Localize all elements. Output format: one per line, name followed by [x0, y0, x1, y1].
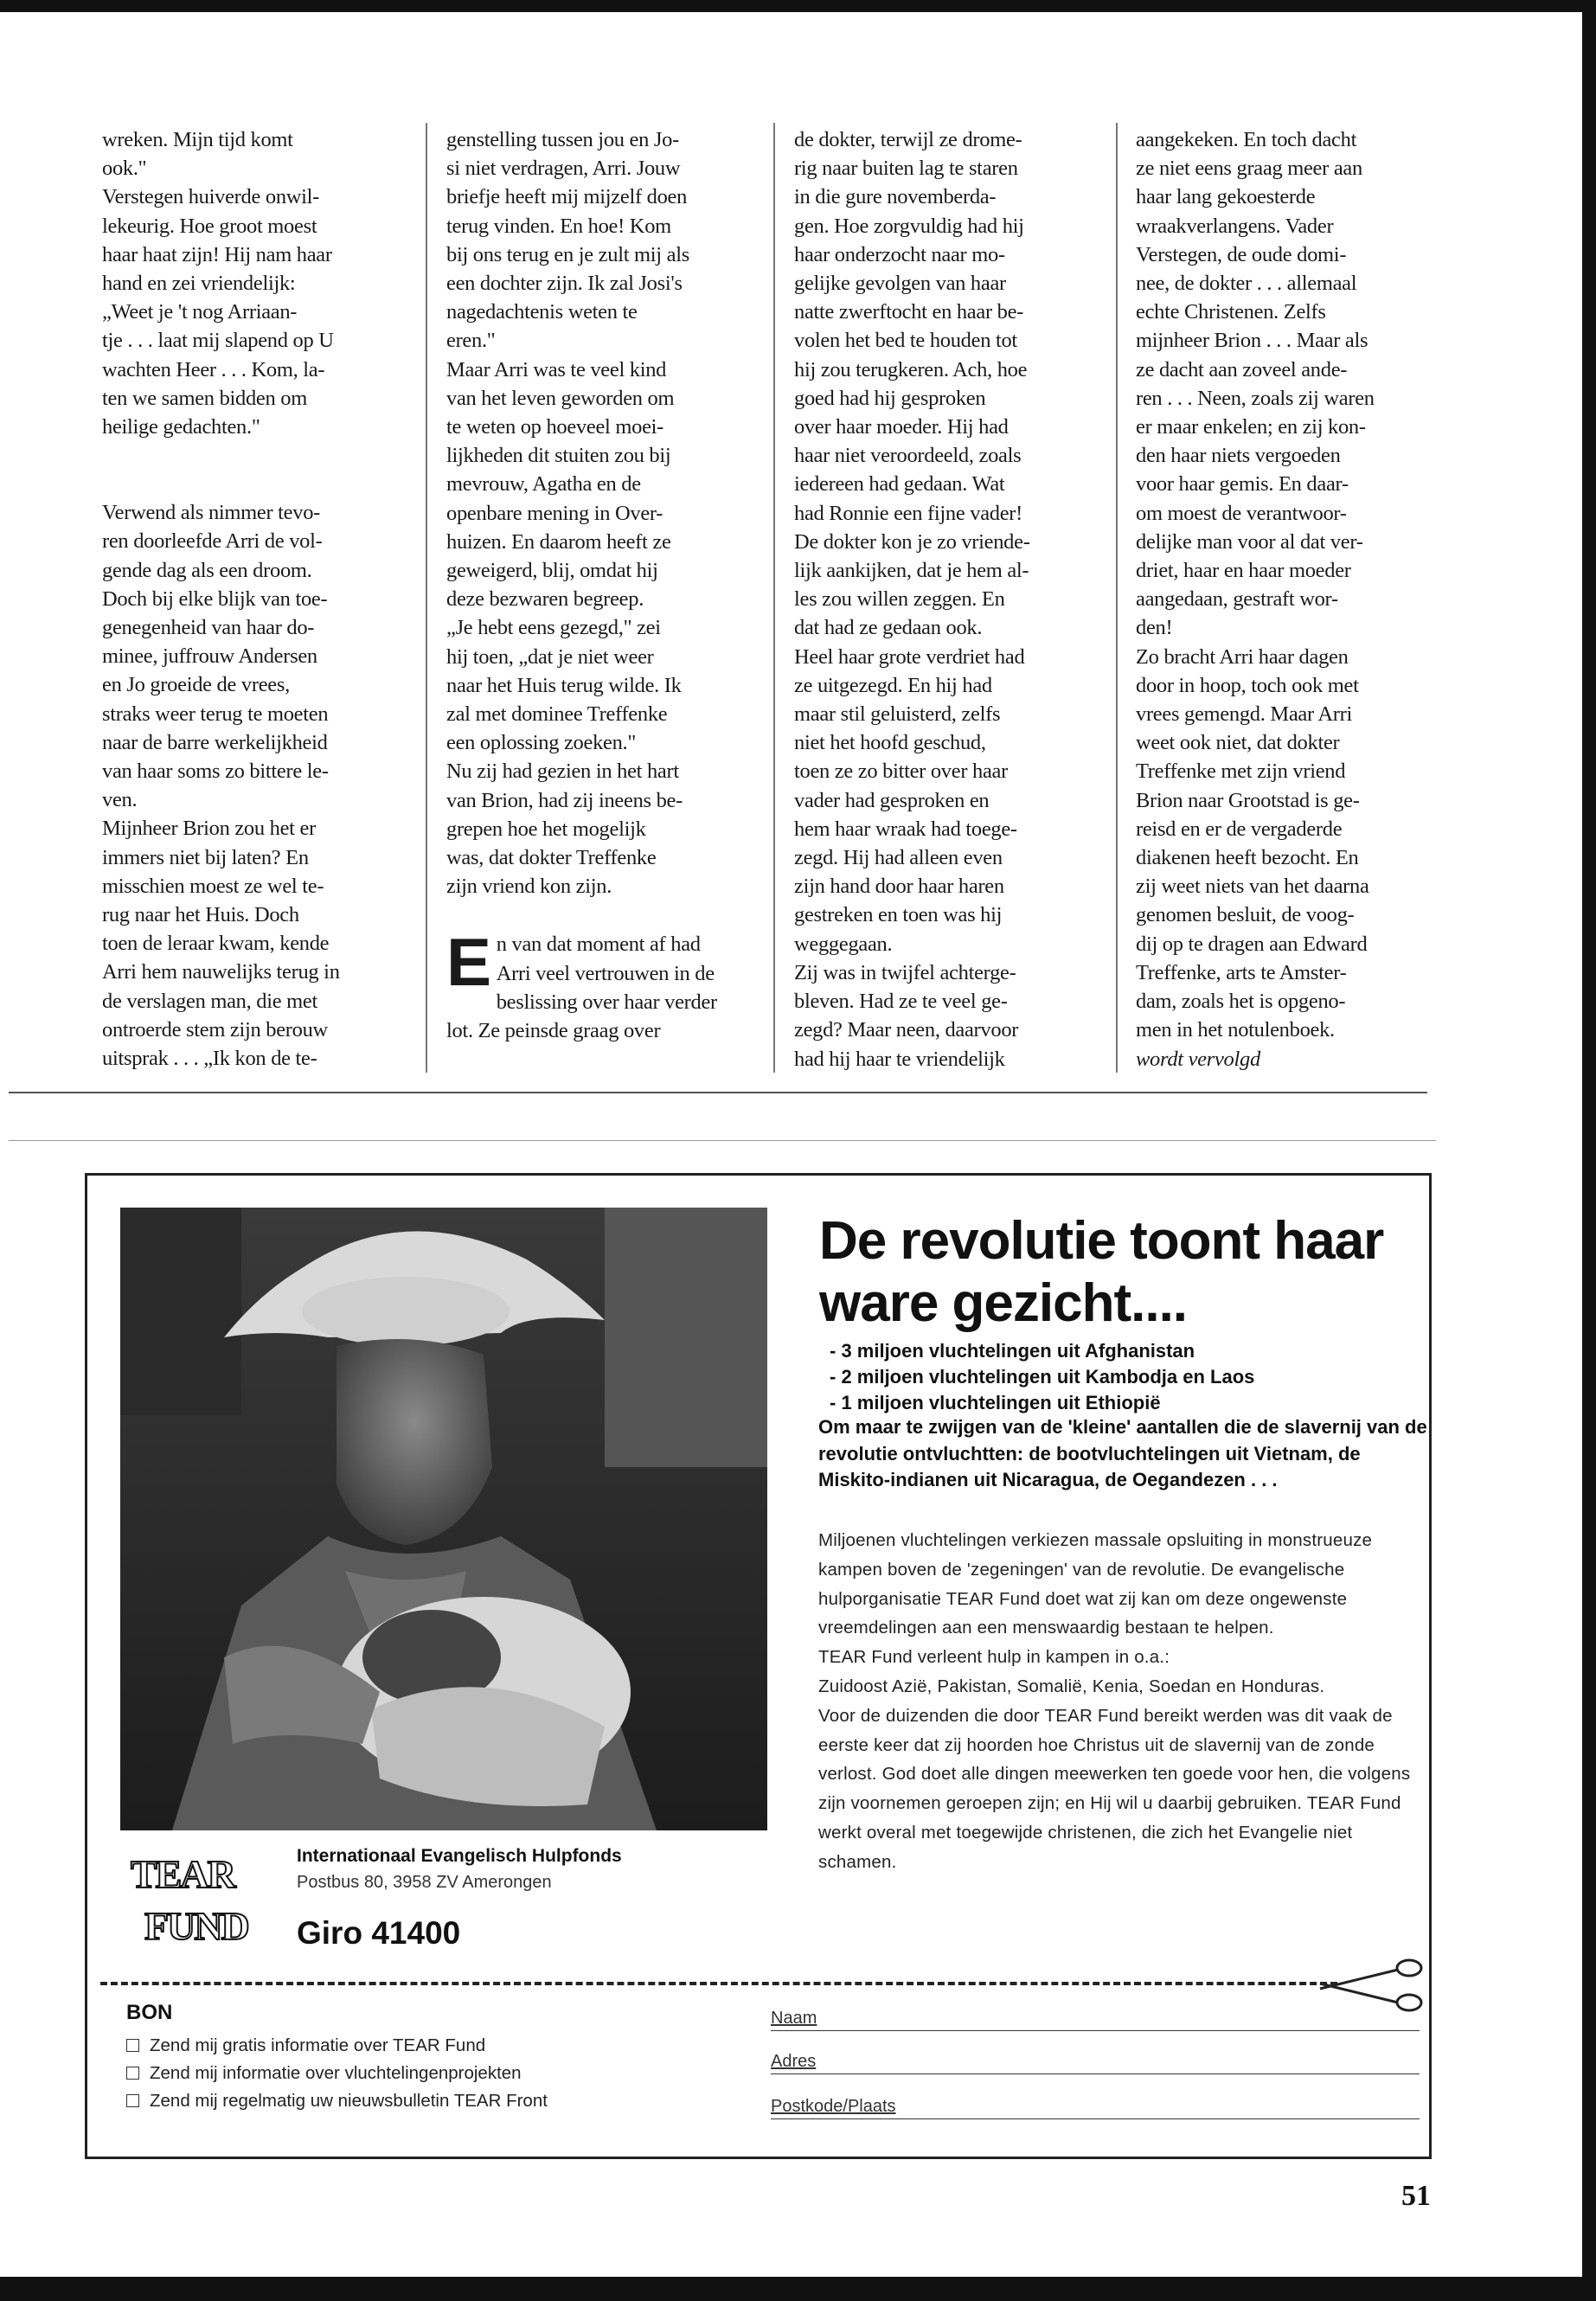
column-rule [773, 123, 775, 1073]
scan-edge-top [0, 0, 1596, 12]
story-paragraph: genstelling tussen jou en Jo- si niet verdragen, Arri. Jouw briefje heeft mij mijzelf doen terug vinden. En hoe! Kom bij ons terug en je zult mij als een dochter zijn. Ik zal Josi's nagedachtenis weten te eren." Maar Arri was te veel kind van het leven geworden om te weten op hoeveel moei- lijkheden dit stuiten zou bij mevrouw, Agatha en de openbare mening in Over- huizen. En daarom heeft ze geweigerd, blij, omdat hij deze bezwaren begreep. „Je hebt eens gezegd," zei hij toen, „dat je niet weer naar het Huis terug wilde. Ik zal met dominee Treffenke een oplossing zoeken." Nu zij had gezien in het hart van Brion, had zij ineens be- grepen hoe het mogelijk was, dat dokter Treffenke zijn vriend kon zijn. [446, 128, 689, 899]
tear-fund-logo [129, 1846, 259, 1950]
story-column-4 [1136, 125, 1449, 1074]
ad-body-paragraph: Voor de duizenden die door TEAR Fund bereikt werden was dit vaak de eerste keer dat zij hoorden hoe Christus uit de slavernij van de zonde verlost. God doet alle dingen meewerken ten goede voor hen, die volgens zijn voornemen geroepen zijn; en Hij wil u daarbij gebruiken. TEAR Fund werkt overal met toegewijde christenen, die zich het Evangelie niet schamen. [818, 1705, 1411, 1872]
refugee-photo-image [120, 1208, 767, 1830]
logo-word-fund: FUND [144, 1904, 248, 1948]
checkbox-icon[interactable] [126, 2039, 139, 2052]
giro-number: Giro 41400 [297, 1915, 461, 1951]
refugee-stat: - 3 miljoen vluchtelingen uit Afghanistan [830, 1340, 1195, 1362]
checkbox-icon[interactable] [126, 2094, 139, 2107]
address-field-label: Adres [771, 2052, 817, 2071]
organization-address: Postbus 80, 3958 ZV Amerongen [297, 1873, 552, 1892]
checkbox-icon[interactable] [126, 2067, 139, 2080]
postcode-city-field-label: Postkode/Plaats [771, 2097, 896, 2116]
coupon-option-label: Zend mij gratis informatie over TEAR Fund [150, 2035, 486, 2055]
drop-cap: E [446, 924, 491, 1001]
ad-body [818, 1526, 1424, 1877]
story-paragraph: de dokter, terwijl ze drome- rig naar buiten lag te staren in die gure novemberda- gen. Hoe zorgvuldig had hij haar onderzocht naar mo- gelijke gevolgen van haar natte zwerftocht en haar be- volen het bed te houden tot hij zou terugkeren. Ach, hoe goed had hij gesproken over haar moeder. Hij had haar niet veroordeeld, zoals iedereen had gedaan. Wat had Ronnie een fijne vader! De dokter kon je zo vriende- lijk aankijken, dat je hem al- les zou willen zeggen. En dat had ze gedaan ook. Heel haar grote verdriet had ze uitgezegd. En hij had maar stil geluisterd, zelfs niet het hoofd geschud, toen ze zo bitter over haar vader had gesproken en hem haar wraak had toege- zegd. Hij had alleen even zijn hand door haar haren gestreken en toen was hij weggegaan. Zij was in twijfel achterge- bleven. Had ze te veel ge- zegd? Maar neen, daarvoor had hij haar te vriendelijk [794, 128, 1030, 1071]
story-column-2 [446, 125, 760, 1045]
section-divider [9, 1140, 1436, 1141]
refugee-photo [120, 1208, 767, 1830]
story-column-3 [794, 125, 1107, 1074]
logo-word-tear: TEAR [131, 1852, 234, 1896]
refugee-stats-list [830, 1338, 1426, 1416]
ad-body-paragraph: TEAR Fund verleent hulp in kampen in o.a.: [818, 1647, 1170, 1668]
refugee-stat: - 2 miljoen vluchtelingen uit Kambodja en Laos [830, 1366, 1255, 1388]
scan-edge-bottom [0, 2277, 1596, 2301]
name-field[interactable] [771, 2004, 1420, 2031]
ad-headline: De revolutie toont haar ware gezicht.... [819, 1211, 1384, 1333]
story-paragraph: n van dat moment af had Arri veel vertrouwen in de beslissing over haar verder lot. Ze peinsde graag over [446, 933, 717, 1043]
story-column-1 [102, 125, 415, 1073]
cut-line [100, 1982, 1337, 1985]
coupon-title: BON [126, 2001, 173, 2024]
column-rule [1116, 123, 1118, 1073]
tear-fund-advertisement [85, 1173, 1432, 2159]
address-field[interactable] [771, 2048, 1420, 2074]
ad-intro: Om maar te zwijgen van de 'kleine' aantallen die de slavernij van de revolutie ontvluchtten: de bootvluchtelingen uit Vietnam, de Miskito-indianen uit Nicaragua, de Oegandezen . . . [818, 1416, 1427, 1490]
coupon-option-label: Zend mij regelmatig uw nieuwsbulletin TEAR Front [150, 2091, 548, 2111]
coupon-option[interactable] [126, 2060, 548, 2087]
page-number: 51 [1401, 2180, 1431, 2212]
section-divider [9, 1092, 1427, 1093]
coupon-option-label: Zend mij informatie over vluchtelingenprojekten [150, 2063, 522, 2083]
ad-body-paragraph: Miljoenen vluchtelingen verkiezen massale opsluiting in monstrueuze kampen boven de 'zegeningen' van de revolutie. De evangelische hulporganisatie TEAR Fund doet wat zij kan om deze ongewenste vreemdelingen aan een menswaardig bestaan te helpen. [818, 1530, 1373, 1638]
story-paragraph: Verwend als nimmer tevo- ren doorleefde Arri de vol- gende dag als een droom. Doch bij elke blijk van toe- genegenheid van haar do- minee, juffrouw Andersen en Jo groeide de vrees, straks weer terug te moeten naar de barre werkelijkheid van haar soms zo bittere le- ven. Mijnheer Brion zou het er immers niet bij laten? En misschien moest ze wel te- rug naar het Huis. Doch toen de leraar kwam, kende Arri hem nauwelijks terug in de verslagen man, die met ontroerde stem zijn berouw uitsprak . . . „Ik kon de te- [102, 501, 340, 1071]
column-rule [426, 123, 427, 1073]
postcode-city-field[interactable] [771, 2093, 1420, 2119]
tear-fund-logo-image [129, 1846, 259, 1950]
coupon-option[interactable] [126, 2032, 548, 2060]
coupon-option[interactable] [126, 2087, 548, 2115]
coupon-options [126, 2032, 548, 2115]
name-field-label: Naam [771, 2009, 817, 2028]
story-paragraph: aangekeken. En toch dacht ze niet eens graag meer aan haar lang gekoesterde wraakverlangens. Vader Verstegen, de oude domi- nee, de dokter . . . allemaal echte Christenen. Zelfs mijnheer Brion . . . Maar als ze dacht aan zoveel ande- ren . . . Neen, zoals zij waren er maar enkelen; en zij kon- den haar niets vergoeden voor haar gemis. En daar- om moest de verantwoor- delijke man voor al dat ver- driet, haar en haar moeder aangedaan, gestraft wor- den! Zo bracht Arri haar dagen door in hoop, toch ook met vrees gemengd. Maar Arri weet ook niet, dat dokter Treffenke met zijn vriend Brion naar Grootstad is ge- reisd en er de vergaderde diakenen heeft bezocht. En zij weet niets van het daarna genomen besluit, de voog- dij op te dragen aan Edward Treffenke, arts te Amster- dam, zoals het is opgeno- men in het notulenboek. [1136, 128, 1375, 1042]
refugee-stat: - 1 miljoen vluchtelingen uit Ethiopië [830, 1392, 1161, 1413]
ad-body-paragraph: Zuidoost Azië, Pakistan, Somalië, Kenia, Soedan en Honduras. [818, 1676, 1325, 1696]
scan-edge-right [1582, 0, 1596, 2301]
story-paragraph: wreken. Mijn tijd komt ook." Verstegen huiverde onwil- lekeurig. Hoe groot moest haar haat zijn! Hij nam haar hand en zei vriendelijk: „Weet je 't nog Arriaan- tje . . . laat mij slapend op U wachten Heer . . . Kom, la- ten we samen bidden om heilige gedachten." [102, 128, 334, 439]
organization-name: Internationaal Evangelisch Hulpfonds [297, 1846, 622, 1866]
to-be-continued: wordt vervolgd [1136, 1047, 1260, 1071]
